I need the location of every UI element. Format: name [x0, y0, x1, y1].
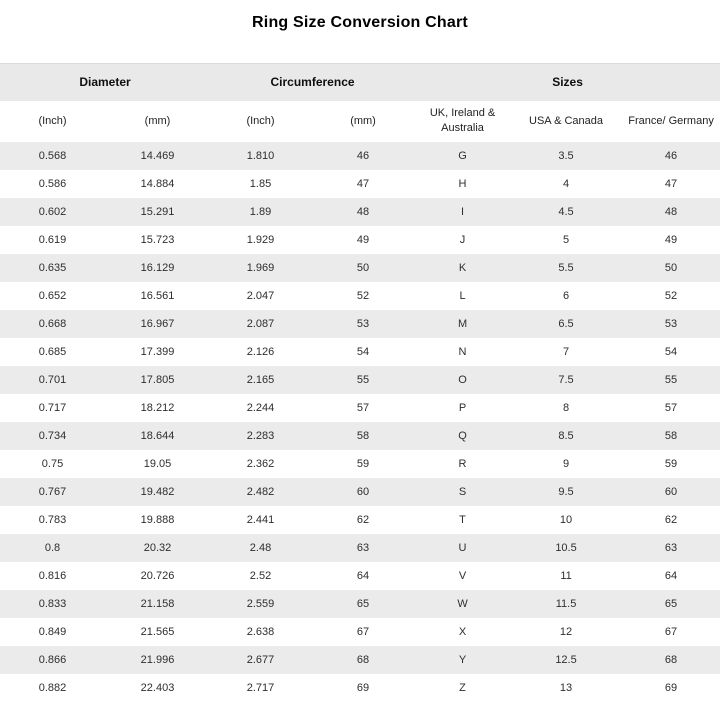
table-cell: 46	[622, 142, 720, 170]
table-cell: 65	[311, 590, 415, 618]
table-cell: 12.5	[510, 646, 622, 674]
table-cell: 2.087	[210, 310, 311, 338]
group-header-row	[0, 64, 720, 101]
table-cell: 17.399	[105, 338, 210, 366]
table-cell: 1.929	[210, 226, 311, 254]
table-row	[0, 506, 720, 534]
table-cell: 58	[311, 422, 415, 450]
table-cell: T	[415, 506, 510, 534]
table-cell: 65	[622, 590, 720, 618]
table-cell: Q	[415, 422, 510, 450]
table-cell: 49	[622, 226, 720, 254]
page-title: Ring Size Conversion Chart	[252, 14, 468, 31]
table-cell: 1.85	[210, 170, 311, 198]
table-cell: 0.717	[0, 394, 105, 422]
table-row	[0, 254, 720, 282]
table-row	[0, 562, 720, 590]
column-header-diameter-inch: (Inch)	[0, 101, 105, 142]
table-cell: 47	[311, 170, 415, 198]
table-cell: 19.05	[105, 450, 210, 478]
table-cell: 9	[510, 450, 622, 478]
table-cell: 2.559	[210, 590, 311, 618]
table-row	[0, 366, 720, 394]
table-cell: J	[415, 226, 510, 254]
table-cell: 57	[311, 394, 415, 422]
table-row	[0, 618, 720, 646]
table-cell: 48	[311, 198, 415, 226]
table-row	[0, 478, 720, 506]
table-cell: 47	[622, 170, 720, 198]
table-cell: 67	[622, 618, 720, 646]
table-cell: 0.75	[0, 450, 105, 478]
table-row	[0, 422, 720, 450]
table-cell: 68	[622, 646, 720, 674]
table-cell: U	[415, 534, 510, 562]
column-header-usa-canada: USA & Canada	[510, 101, 622, 142]
table-cell: L	[415, 282, 510, 310]
table-cell: 1.810	[210, 142, 311, 170]
table-cell: 0.568	[0, 142, 105, 170]
table-cell: 1.89	[210, 198, 311, 226]
table-body	[0, 142, 720, 702]
table-cell: 0.668	[0, 310, 105, 338]
table-cell: 21.996	[105, 646, 210, 674]
table-cell: 0.866	[0, 646, 105, 674]
table-cell: 63	[622, 534, 720, 562]
table-cell: 50	[622, 254, 720, 282]
table-cell: 2.48	[210, 534, 311, 562]
table-cell: 2.677	[210, 646, 311, 674]
table-cell: 57	[622, 394, 720, 422]
table-cell: X	[415, 618, 510, 646]
table-cell: 67	[311, 618, 415, 646]
table-cell: 15.723	[105, 226, 210, 254]
table-cell: 0.602	[0, 198, 105, 226]
table-cell: 11.5	[510, 590, 622, 618]
table-cell: 69	[311, 674, 415, 702]
table-cell: H	[415, 170, 510, 198]
table-cell: 10.5	[510, 534, 622, 562]
column-header-diameter-mm: (mm)	[105, 101, 210, 142]
table-cell: 16.561	[105, 282, 210, 310]
table-row	[0, 674, 720, 702]
column-header-circumference-inch: (Inch)	[210, 101, 311, 142]
table-cell: 2.638	[210, 618, 311, 646]
table-cell: 6.5	[510, 310, 622, 338]
table-cell: V	[415, 562, 510, 590]
group-header-diameter: Diameter	[0, 64, 210, 101]
table-cell: Y	[415, 646, 510, 674]
table-cell: 16.967	[105, 310, 210, 338]
table-cell: 62	[311, 506, 415, 534]
table-cell: 55	[622, 366, 720, 394]
table-cell: 53	[311, 310, 415, 338]
table-cell: 14.884	[105, 170, 210, 198]
table-cell: 0.882	[0, 674, 105, 702]
table-cell: 0.816	[0, 562, 105, 590]
table-row	[0, 142, 720, 170]
table-cell: 0.8	[0, 534, 105, 562]
table-cell: 0.586	[0, 170, 105, 198]
group-header-sizes: Sizes	[415, 64, 720, 101]
table-cell: 10	[510, 506, 622, 534]
table-cell: 0.701	[0, 366, 105, 394]
table-cell: 5.5	[510, 254, 622, 282]
table-cell: 48	[622, 198, 720, 226]
table-cell: 21.565	[105, 618, 210, 646]
table-cell: 62	[622, 506, 720, 534]
table-cell: K	[415, 254, 510, 282]
table-cell: 0.685	[0, 338, 105, 366]
table-cell: 69	[622, 674, 720, 702]
table-cell: 2.441	[210, 506, 311, 534]
table-cell: 64	[311, 562, 415, 590]
table-cell: 15.291	[105, 198, 210, 226]
table-cell: 0.619	[0, 226, 105, 254]
table-cell: 2.52	[210, 562, 311, 590]
table-cell: S	[415, 478, 510, 506]
table-cell: 46	[311, 142, 415, 170]
table-cell: 20.32	[105, 534, 210, 562]
table-cell: 7	[510, 338, 622, 366]
table-cell: 0.635	[0, 254, 105, 282]
table-cell: 9.5	[510, 478, 622, 506]
table-cell: 50	[311, 254, 415, 282]
table-cell: 0.734	[0, 422, 105, 450]
table-cell: 16.129	[105, 254, 210, 282]
table-cell: 2.717	[210, 674, 311, 702]
table-cell: 17.805	[105, 366, 210, 394]
table-cell: N	[415, 338, 510, 366]
table-cell: 7.5	[510, 366, 622, 394]
table-cell: 52	[622, 282, 720, 310]
table-cell: 22.403	[105, 674, 210, 702]
table-cell: W	[415, 590, 510, 618]
table-cell: I	[415, 198, 510, 226]
table-cell: 4.5	[510, 198, 622, 226]
table-header	[0, 64, 720, 142]
table-cell: 55	[311, 366, 415, 394]
table-cell: R	[415, 450, 510, 478]
table-row	[0, 394, 720, 422]
table-cell: P	[415, 394, 510, 422]
table-cell: 60	[311, 478, 415, 506]
table-row	[0, 282, 720, 310]
table-cell: 5	[510, 226, 622, 254]
ring-size-conversion-table	[0, 63, 720, 702]
table-cell: 2.047	[210, 282, 311, 310]
table-cell: 0.849	[0, 618, 105, 646]
table-cell: 13	[510, 674, 622, 702]
table-cell: 19.888	[105, 506, 210, 534]
table-cell: 20.726	[105, 562, 210, 590]
table-cell: 68	[311, 646, 415, 674]
table-cell: 2.126	[210, 338, 311, 366]
table-cell: 19.482	[105, 478, 210, 506]
table-cell: 54	[622, 338, 720, 366]
table-cell: 21.158	[105, 590, 210, 618]
table-cell: 54	[311, 338, 415, 366]
column-header-row	[0, 101, 720, 142]
table-cell: 63	[311, 534, 415, 562]
table-cell: 49	[311, 226, 415, 254]
table-cell: 2.165	[210, 366, 311, 394]
table-cell: 18.644	[105, 422, 210, 450]
table-cell: 59	[311, 450, 415, 478]
table-cell: Z	[415, 674, 510, 702]
table-cell: 4	[510, 170, 622, 198]
table-row	[0, 338, 720, 366]
table-cell: 3.5	[510, 142, 622, 170]
table-row	[0, 534, 720, 562]
table-cell: 18.212	[105, 394, 210, 422]
table-cell: 8	[510, 394, 622, 422]
table-cell: 8.5	[510, 422, 622, 450]
table-cell: 14.469	[105, 142, 210, 170]
table-cell: 2.362	[210, 450, 311, 478]
table-cell: G	[415, 142, 510, 170]
table-cell: 52	[311, 282, 415, 310]
column-header-france-germany: France/ Germany	[622, 101, 720, 142]
group-header-circumference: Circumference	[210, 64, 415, 101]
table-cell: 2.244	[210, 394, 311, 422]
table-cell: 11	[510, 562, 622, 590]
column-header-uk-ireland-australia: UK, Ireland & Australia	[415, 101, 510, 142]
table-cell: 2.283	[210, 422, 311, 450]
table-cell: 59	[622, 450, 720, 478]
table-cell: 6	[510, 282, 622, 310]
table-cell: 0.767	[0, 478, 105, 506]
table-cell: 2.482	[210, 478, 311, 506]
table-cell: 64	[622, 562, 720, 590]
table-cell: 12	[510, 618, 622, 646]
table-row	[0, 646, 720, 674]
table-cell: M	[415, 310, 510, 338]
table-cell: 53	[622, 310, 720, 338]
table-cell: O	[415, 366, 510, 394]
table-row	[0, 198, 720, 226]
table-row	[0, 310, 720, 338]
table-row	[0, 450, 720, 478]
table-cell: 58	[622, 422, 720, 450]
column-header-circumference-mm: (mm)	[311, 101, 415, 142]
table-row	[0, 170, 720, 198]
table-cell: 0.652	[0, 282, 105, 310]
table-cell: 0.833	[0, 590, 105, 618]
table-cell: 0.783	[0, 506, 105, 534]
table-row	[0, 590, 720, 618]
table-cell: 1.969	[210, 254, 311, 282]
table-row	[0, 226, 720, 254]
table-cell: 60	[622, 478, 720, 506]
